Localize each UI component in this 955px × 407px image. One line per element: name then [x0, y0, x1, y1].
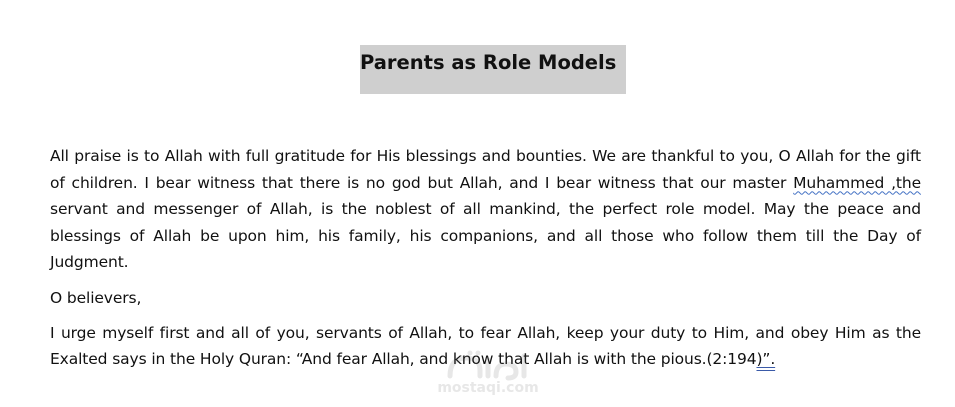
document-body	[50, 143, 921, 382]
spellcheck-flagged-text[interactable]: Muhammed ,the	[793, 173, 921, 192]
paragraph-address: O believers,	[50, 288, 142, 307]
watermark-text: mostaqi.com	[437, 380, 539, 396]
paragraph-exhortation-text: I urge myself first and all of you, servants of Allah, to fear Allah, keep your duty to Him, and obey Him as the Exalted says in the Holy Quran: “And fear Allah, and know that Allah is with the pious.(2:194	[50, 323, 921, 369]
title-highlight-box	[360, 45, 626, 94]
paragraph-praise-text-end: servant and messenger of Allah, is the noblest of all mankind, the perfect role model. May the peace and blessings of Allah be upon him, his family, his companions, and all those who follow them till the Day of Judgment.	[50, 200, 921, 272]
paragraph-exhortation	[50, 320, 921, 373]
grammar-flagged-text[interactable]: )”.	[756, 350, 776, 369]
document-title: Parents as Role Models	[360, 51, 617, 74]
paragraph-praise-text-start: All praise is to Allah with full gratitude for His blessings and bounties. We are thankful to you, O Allah for the gift of children. I bear witness that there is no god but Allah, and I bear witness that our master	[50, 147, 921, 192]
paragraph-praise	[50, 143, 921, 276]
